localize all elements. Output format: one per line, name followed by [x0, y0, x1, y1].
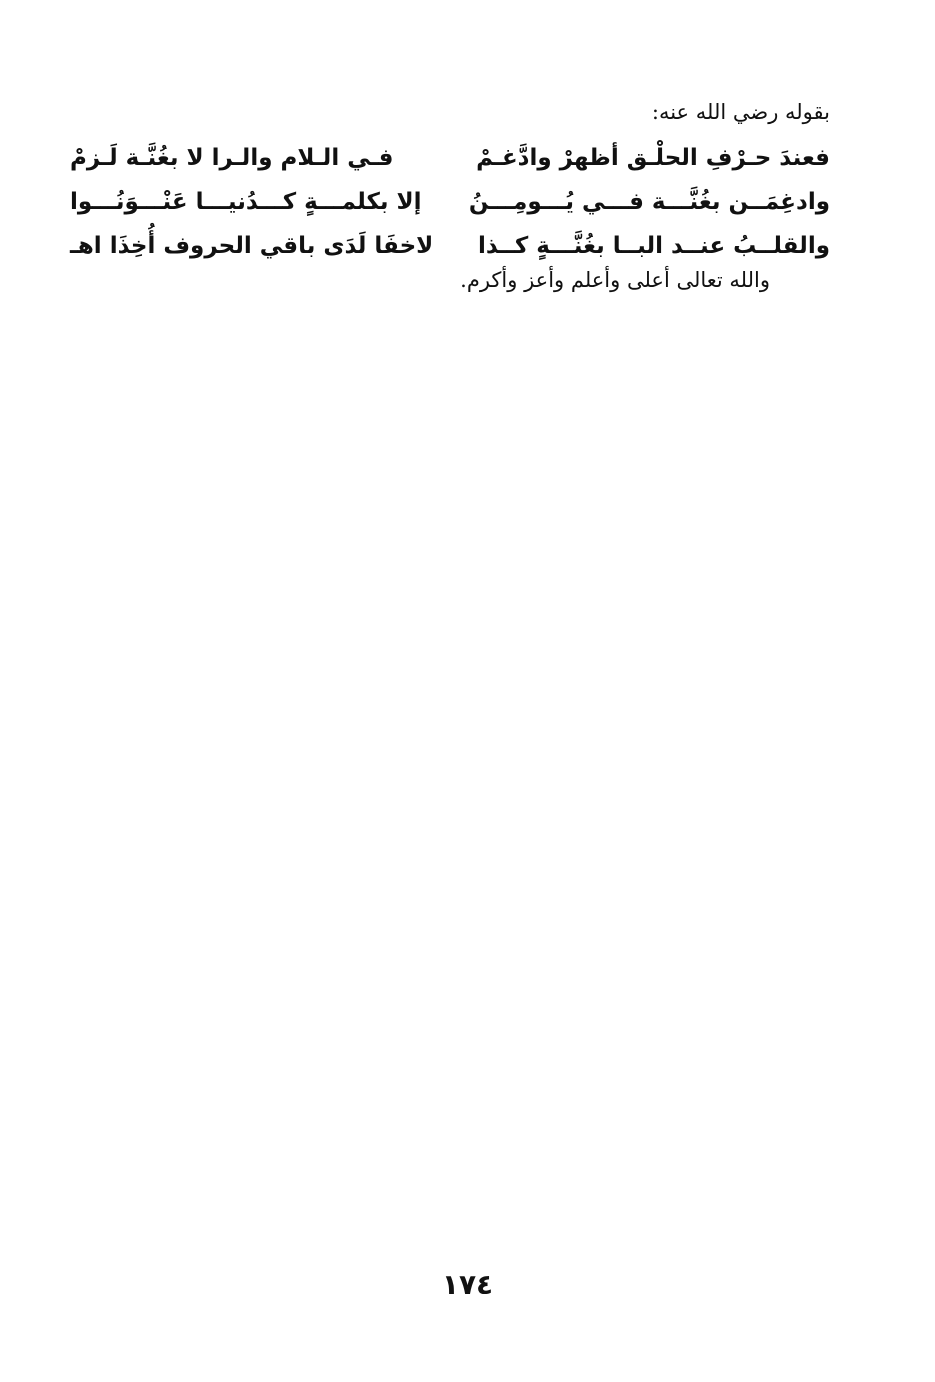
verse-2 [70, 180, 830, 224]
poem [70, 136, 830, 268]
page-number: ١٧٤ [441, 1268, 494, 1301]
verse-3 [70, 224, 830, 268]
verse-3-first-hemistich: والقلــبُ عنــد البــا بغُنَّـــةٍ كــذا [477, 233, 830, 259]
verse-2-first-hemistich: وادغِمَــن بغُنَّـــة فـــي يُـــومِـــنُ [468, 189, 830, 215]
verse-1-first-hemistich: فعندَ حـرْفِ الحلْـق أظهرْ وادَّغـمْ [476, 145, 830, 171]
verse-1-second-hemistich: فـي الـلام والـرا لا بغُنَّـة لَـزمْ [70, 145, 394, 171]
verse-2-second-hemistich: إلا بكلمـــةٍ كـــدُنيـــا عَنْـــوَنُـــوا [70, 189, 422, 215]
closing-line: والله تعالى أعلى وأعلم وأعز وأكرم. [460, 268, 770, 292]
intro-line: بقوله رضي الله عنه: [651, 100, 830, 124]
verse-3-second-hemistich: لاخفَا لَدَى باقي الحروف أُخِذَا اهـ [70, 233, 434, 259]
verse-1 [70, 136, 830, 180]
